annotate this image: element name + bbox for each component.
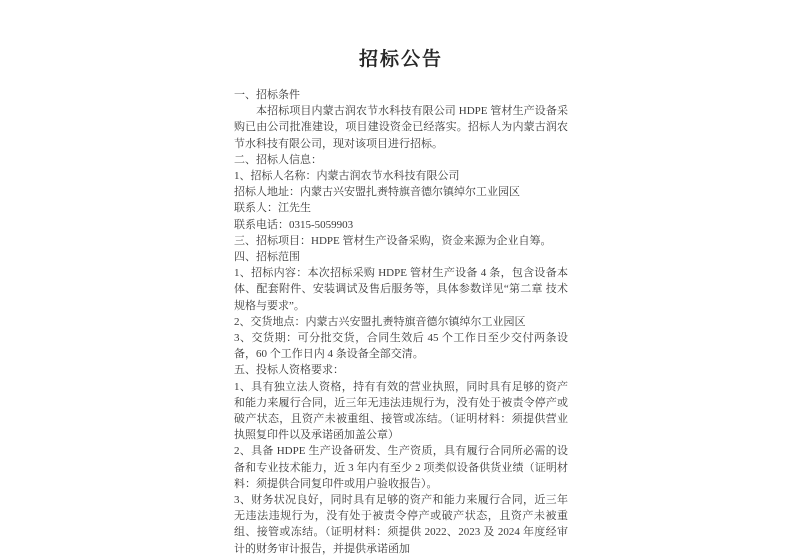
paragraph: 3、财务状况良好，同时具有足够的资产和能力来履行合同，近三年无违法违规行为，没有处于被责令停产或破产状态，且资产未被重组、接管或冻结。（证明材料：须提供 2022、2023 及 2024 年度经审计的财务审计报告，并提供承诺函加 [234,494,568,555]
paragraph: 三、招标项目：HDPE 管材生产设备采购，资金来源为企业自筹。 [234,234,552,247]
paragraph: 本招标项目内蒙古润农节水科技有限公司 HDPE 管材生产设备采购已由公司批准建设，项目建设资金已经落实。招标人为内蒙古润农节水科技有限公司，现对该项目进行招标。 [234,105,568,150]
paragraph: 招标人地址：内蒙古兴安盟扎赉特旗音德尔镇绰尔工业园区 [234,186,520,199]
paragraph: 二、招标人信息： [234,153,322,166]
paragraph: 1、具有独立法人资格，持有有效的营业执照，同时具有足够的资产和能力来履行合同，近三年无违法违规行为，没有处于被责令停产或破产状态，且资产未被重组、接管或冻结。（证明材料：须提供营业执照复印件以及承诺函加盖公章） [234,380,568,442]
document-body [234,87,568,557]
paragraph: 四、招标范围 [234,251,300,264]
paragraph: 3、交货期：可分批交货，合同生效后 45 个工作日至少交付两条设备，60 个工作日内 4 条设备全部交清。 [234,332,568,361]
paragraph: 联系电话：0315-5059903 [234,218,354,231]
document-title: 招标公告 [358,49,443,70]
paragraph: 2、具备 HDPE 生产设备研发、生产资质，具有履行合同所必需的设备和专业技术能力，近 3 年内有至少 2 项类似设备供货业绩（证明材料：须提供合同复印件或用户验收报告）。 [234,445,568,490]
paragraph: 联系人：江先生 [234,202,311,215]
paragraph: 2、交货地点：内蒙古兴安盟扎赉特旗音德尔镇绰尔工业园区 [234,315,526,328]
paragraph: 1、招标内容：本次招标采购 HDPE 管材生产设备 4 条，包含设备本体、配套附件、安装调试及售后服务等，具体参数详见“第二章 技术规格与要求”。 [234,267,568,312]
paragraph: 1、招标人名称：内蒙古润农节水科技有限公司 [234,170,460,183]
paragraph: 一、招标条件 [234,89,300,101]
paragraph: 五、投标人资格要求： [234,364,344,377]
tender-announcement-document [234,44,568,557]
